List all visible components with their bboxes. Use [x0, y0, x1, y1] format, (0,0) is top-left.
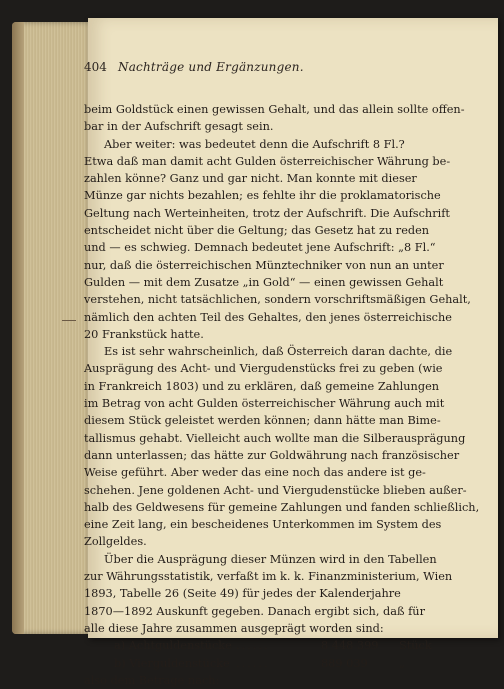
text-line: schehen. Jene goldenen Acht- und Viergudenstücke blieben außer-	[84, 483, 467, 497]
text-line: Gulden — mit dem Zusatze „in Gold“ — einen gewissen Gehalt	[84, 275, 444, 289]
text-line: eine Zeit lang, ein bescheidenes Unterkommen im System des	[84, 518, 442, 532]
text-line: Geltung nach Werteinheiten, trotz der Aufschrift. Die Aufschrift	[84, 206, 450, 220]
text-line: nämlich den achten Teil des Gehaltes, den jenes österreichische	[84, 310, 452, 324]
text-line: dann unterlassen; das hätte zur Goldwährung nach französischer	[84, 448, 460, 462]
margin-mark	[62, 320, 76, 321]
body-text	[84, 101, 480, 689]
list-item	[84, 637, 432, 654]
text-line: 1893, Tabelle 26 (Seite 49) für jedes der Kalenderjahre	[84, 587, 401, 601]
list-item	[84, 655, 404, 672]
page-number: 404	[84, 60, 107, 74]
text-line: nur, daß die österreichischen Münztechniker von nun an unter	[84, 258, 444, 272]
list-item-leader: ......	[236, 639, 270, 653]
text-line: Über die Ausprägung dieser Münzen wird in den Tabellen	[104, 552, 437, 566]
text-line: zahlen könne? Ganz und gar nicht. Man konnte mit dieser	[84, 172, 417, 186]
list-item-label: a) Achtguldenstücke	[114, 639, 232, 653]
list-item-label: b) Vierguldenstücke	[114, 656, 230, 670]
final-line: also dem Betrage nach:	[84, 673, 220, 687]
text-line: Zollgeldes.	[84, 535, 147, 549]
text-line: alle diese Jahre zusammen ausgeprägt worden sind:	[84, 621, 384, 635]
text-line: Ausprägung des Acht- und Viergudenstücks frei zu geben (wie	[84, 362, 443, 376]
text-line: Aber weiter: was bedeutet denn die Aufschrift 8 Fl.?	[104, 137, 405, 151]
list-item-unit: Stück	[399, 639, 432, 653]
text-line: Es ist sehr wahrscheinlich, daß Österreich daran dachte, die	[104, 345, 453, 359]
book-page-edges	[12, 22, 92, 634]
body-lines	[84, 101, 480, 637]
coin-list	[84, 637, 432, 672]
text-line: beim Goldstück einen gewissen Gehalt, und das allein sollte offen-	[84, 103, 465, 116]
text-line: zur Währungsstatistik, verfaßt im k. k. Finanzministerium, Wien	[84, 570, 453, 584]
text-line: tallismus gehabt. Vielleicht auch wollte man die Silberausprägung	[84, 431, 466, 445]
list-item-number: 889 039	[321, 656, 368, 670]
text-line: Etwa daß man damit acht Gulden österreichischer Währung be-	[84, 154, 451, 168]
text-line: im Betrag von acht Gulden österreichischer Währung auch mit	[84, 397, 445, 411]
text-line: Weise geführt. Aber weder das eine noch das andere ist ge-	[84, 466, 426, 480]
text-line: bar in der Aufschrift gesagt sein.	[84, 120, 274, 134]
list-item-leader: ......	[236, 656, 270, 670]
text-line: 1870—1892 Auskunft gegeben. Danach ergibt sich, daß für	[84, 604, 425, 618]
text-line: in Frankreich 1803) und zu erklären, daß gemeine Zahlungen	[84, 379, 440, 393]
text-line: halb des Geldwesens für gemeine Zahlungen und fanden schließlich,	[84, 500, 480, 514]
text-line: verstehen, nicht tatsächlichen, sondern vorschriftsmäßigen Gehalt,	[84, 293, 471, 307]
text-line: und — es schwieg. Demnach bedeutet jene Aufschrift: „8 Fl.“	[84, 241, 436, 255]
list-item-number: 8 448 399	[321, 639, 379, 653]
text-line: diesem Stück geleistet werden können; dann hätte man Bime-	[84, 414, 441, 428]
text-line: entscheidet nicht über die Geltung; das Gesetz hat zu reden	[84, 224, 430, 238]
list-item-unit: „	[399, 656, 405, 670]
text-line: 20 Frankstück hatte.	[84, 327, 204, 341]
text-line: Münze gar nichts bezahlen; es fehlte ihr die proklamatorische	[84, 189, 441, 203]
running-title: Nachträge und Ergänzungen.	[118, 60, 304, 74]
